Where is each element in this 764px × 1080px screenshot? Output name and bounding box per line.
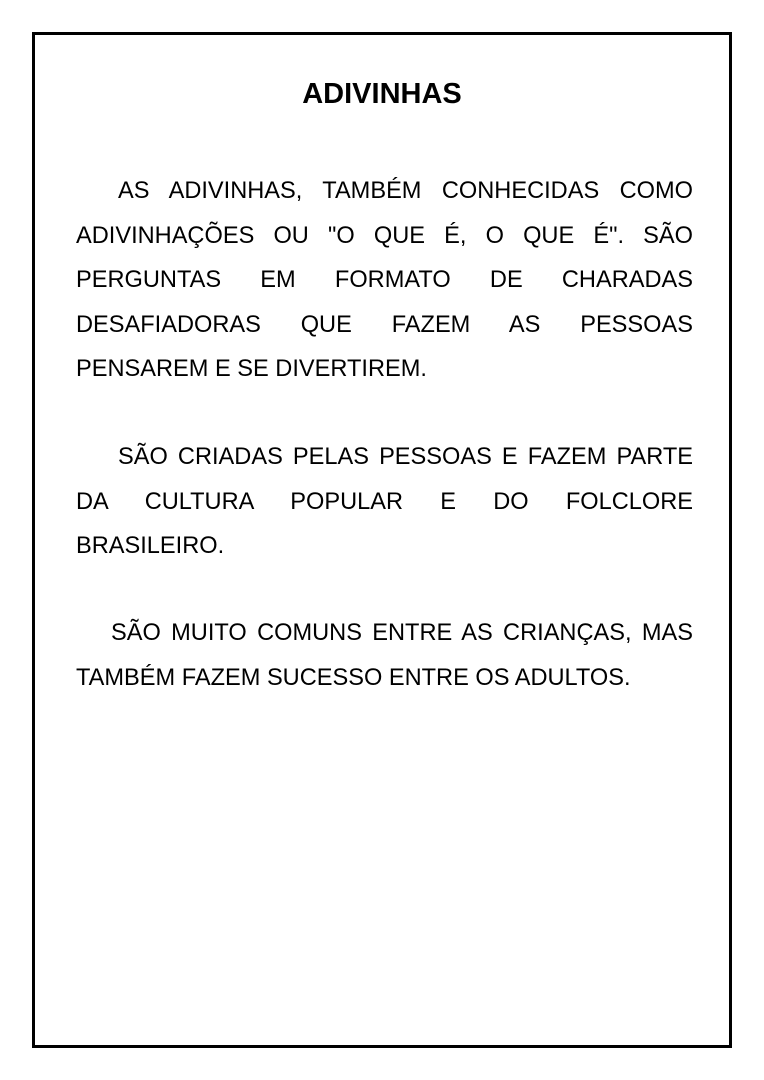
document-title: ADIVINHAS [302, 78, 462, 110]
paragraph-audience: SÃO MUITO COMUNS ENTRE AS CRIANÇAS, MAS TAMBÉM FAZEM SUCESSO ENTRE OS ADULTOS. [76, 620, 693, 691]
page-border-frame [32, 32, 732, 1048]
paragraph-origin: SÃO CRIADAS PELAS PESSOAS E FAZEM PARTE DA CULTURA POPULAR E DO FOLCLORE BRASILEIRO. [76, 444, 693, 559]
paragraph-definition: AS ADIVINHAS, TAMBÉM CONHECIDAS COMO ADIVINHAÇÕES OU "O QUE É, O QUE É". SÃO PERGUNTAS EM FORMATO DE CHARADAS DESAFIADORAS QUE FAZEM AS PESSOAS PENSAREM E SE DIVERTIREM. [76, 178, 693, 382]
